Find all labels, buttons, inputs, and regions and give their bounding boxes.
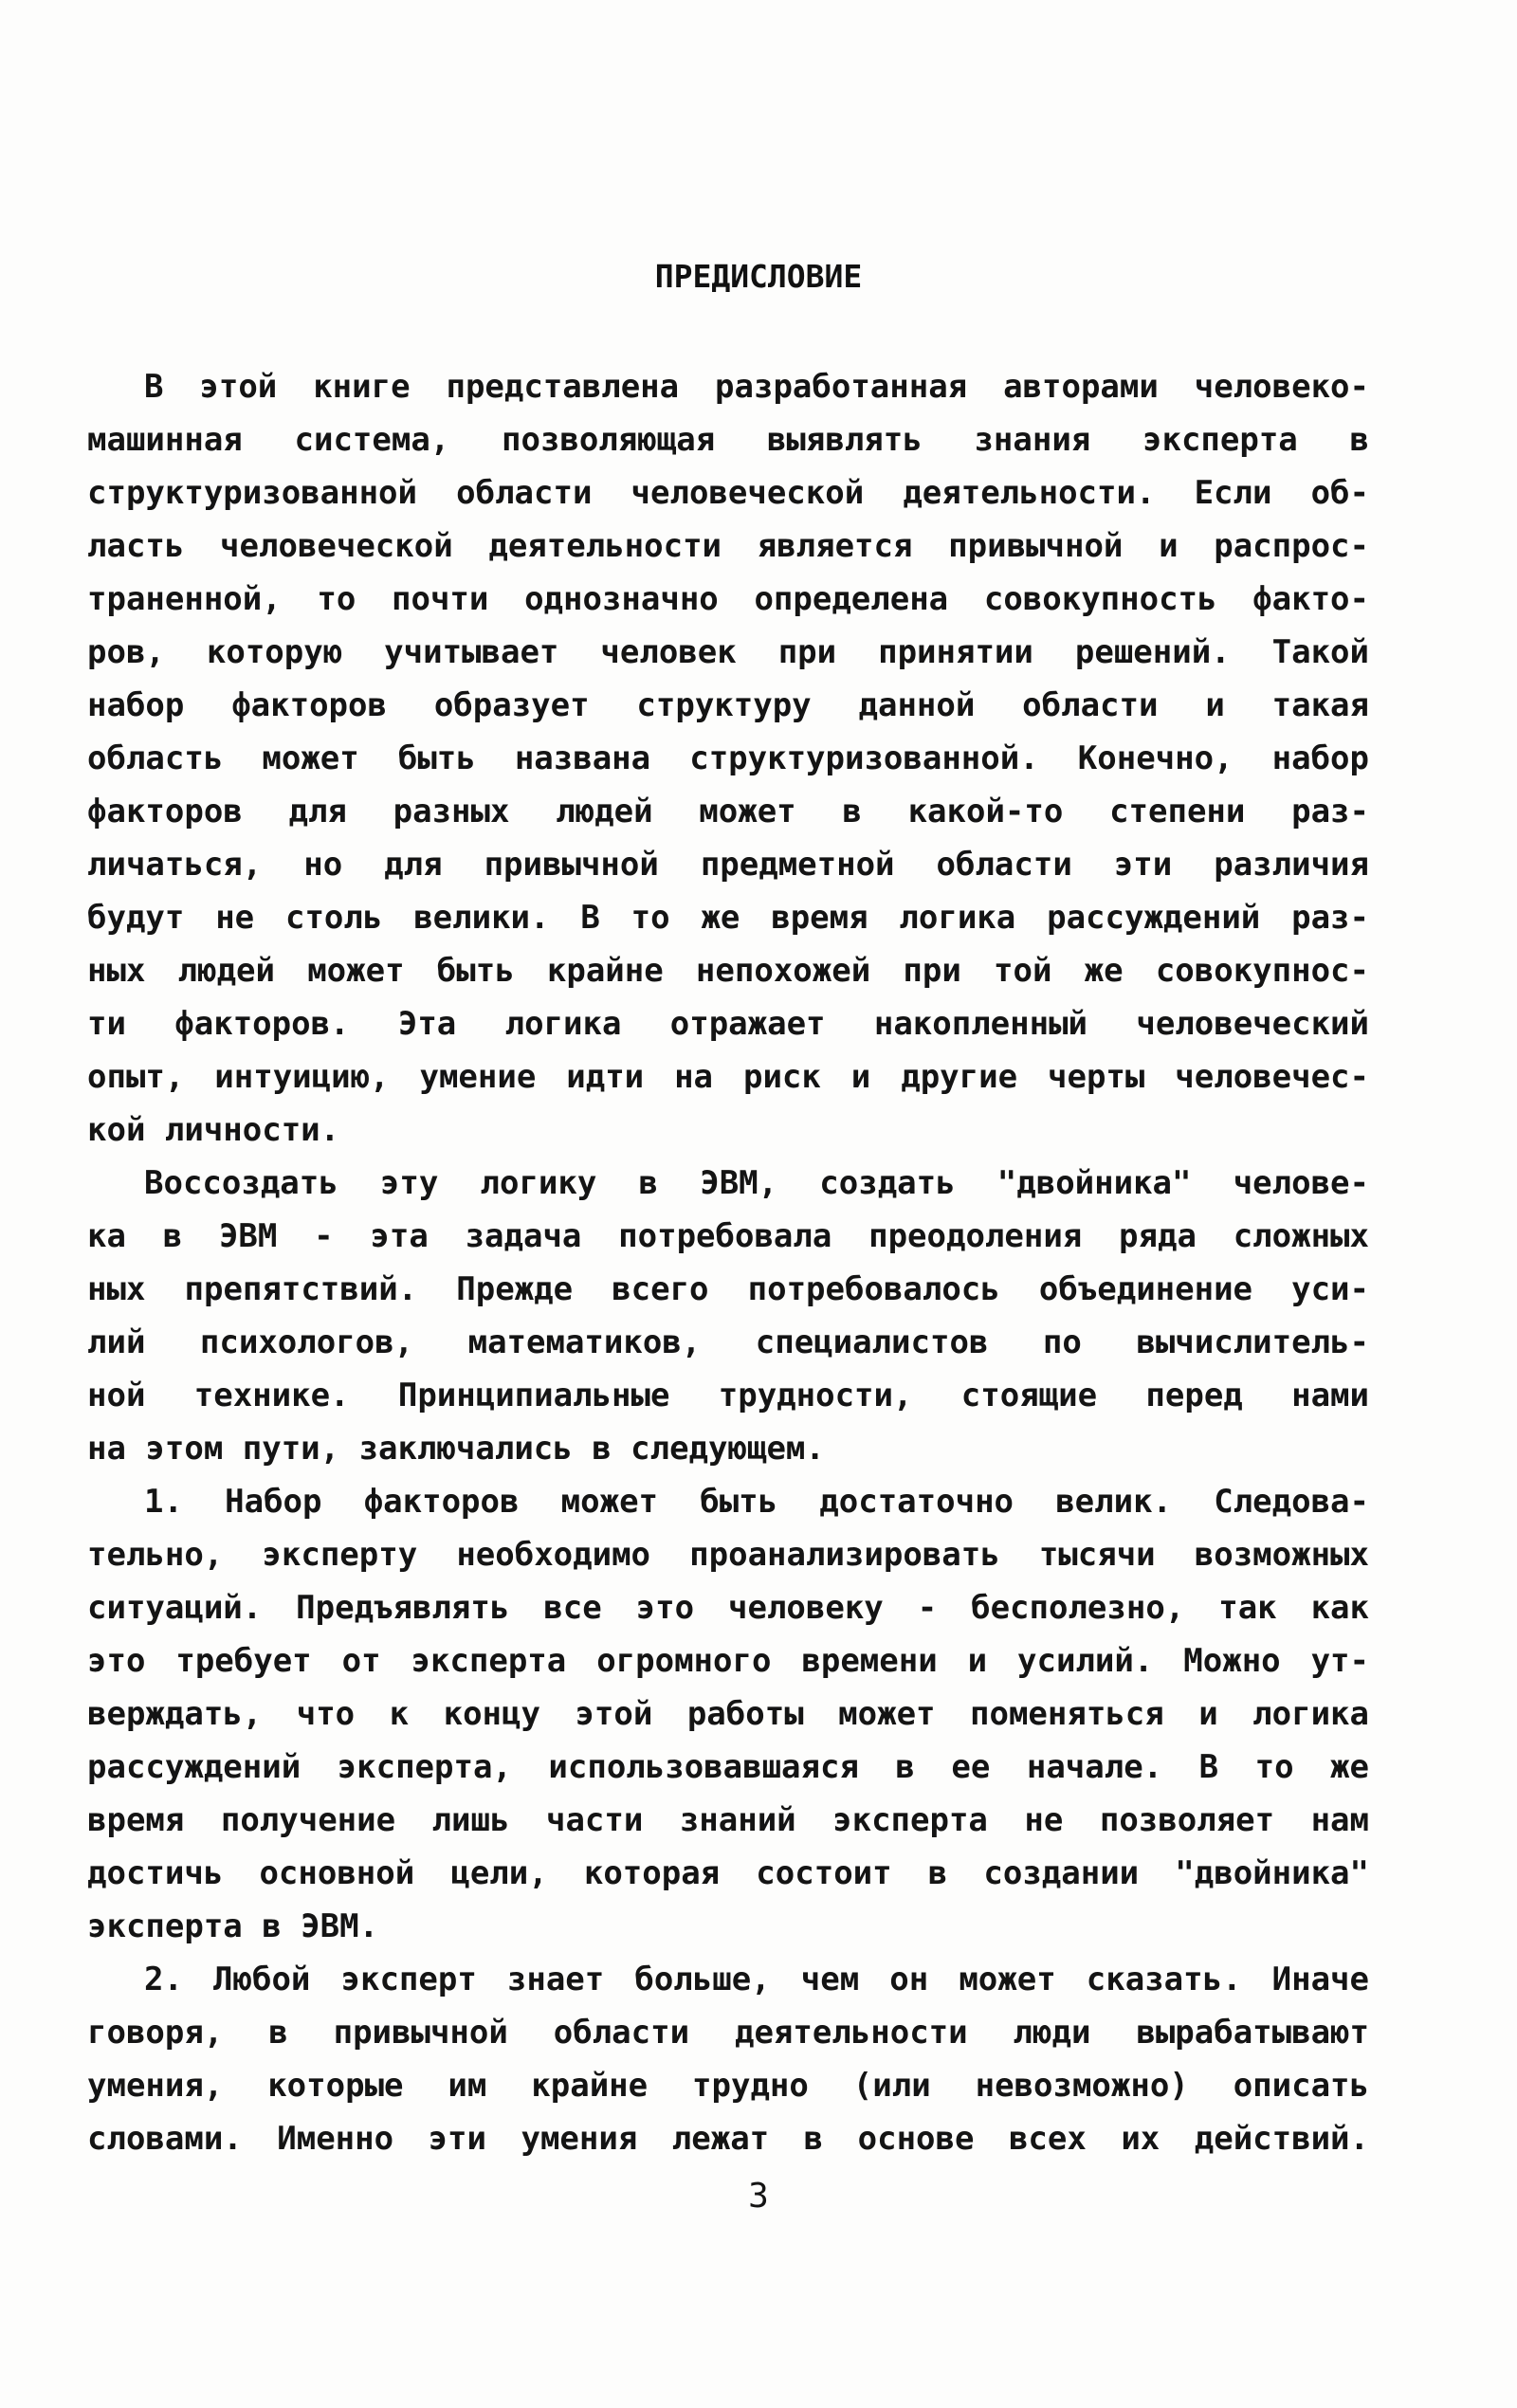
text-line: достичь основной цели, которая состоит в создании "двойника" — [87, 1854, 1369, 1892]
text-line: ной технике. Принципиальные трудности, стоящие перед нами — [87, 1377, 1369, 1414]
text-line: 1. Набор факторов может быть достаточно велик. Следова- — [144, 1483, 1369, 1521]
text-line: лий психологов, математиков, специалистов по вычислитель- — [87, 1323, 1369, 1361]
text-line: ка в ЭВМ - эта задача потребовала преодоления ряда сложных — [87, 1217, 1369, 1255]
text-line: траненной, то почти однозначно определена совокупность факто- — [87, 580, 1369, 618]
text-line: будут не столь велики. В то же время логика рассуждений раз- — [87, 899, 1369, 937]
text-line: ров, которую учитывает человек при принятии решений. Такой — [87, 633, 1369, 671]
text-line: 2. Любой эксперт знает больше, чем он может сказать. Иначе — [144, 1961, 1369, 1998]
body-text — [87, 360, 1369, 2165]
text-line: ласть человеческой деятельности является привычной и распрос- — [87, 527, 1369, 565]
text-line: на этом пути, заключались в следующем. — [87, 1430, 825, 1468]
text-line: время получение лишь части знаний эксперта не позволяет нам — [87, 1801, 1369, 1839]
text-line: эксперта в ЭВМ. — [87, 1907, 379, 1945]
text-line: личаться, но для привычной предметной области эти различия — [87, 846, 1369, 884]
text-line: это требует от эксперта огромного времени и усилий. Можно ут- — [87, 1642, 1369, 1680]
page-number: 3 — [748, 2177, 769, 2216]
text-line: ных препятствий. Прежде всего потребовалось объединение уси- — [87, 1270, 1369, 1308]
text-line: В этой книге представлена разработанная авторами человеко- — [144, 368, 1369, 406]
text-line: структуризованной области человеческой деятельности. Если об- — [87, 474, 1369, 512]
text-line: верждать, что к концу этой работы может поменяться и логика — [87, 1695, 1369, 1733]
text-line: говоря, в привычной области деятельности люди вырабатывают — [87, 2014, 1369, 2052]
text-line: машинная система, позволяющая выявлять знания эксперта в — [87, 421, 1369, 459]
text-line: рассуждений эксперта, использовавшаяся в ее начале. В то же — [87, 1748, 1369, 1786]
text-line: область может быть названа структуризованной. Конечно, набор — [87, 739, 1369, 777]
text-line: ных людей может быть крайне непохожей при той же совокупнос- — [87, 952, 1369, 990]
text-line: ситуаций. Предъявлять все это человеку - бесполезно, так как — [87, 1589, 1369, 1627]
text-line: ти факторов. Эта логика отражает накопленный человеческий — [87, 1005, 1369, 1043]
page-title: ПРЕДИСЛОВИЕ — [654, 258, 863, 295]
text-line: словами. Именно эти умения лежат в основе всех их действий. — [87, 2120, 1369, 2158]
text-line: набор факторов образует структуру данной области и такая — [87, 686, 1369, 724]
text-line: умения, которые им крайне трудно (или невозможно) описать — [87, 2067, 1369, 2105]
text-line: кой личности. — [87, 1111, 340, 1149]
text-line: опыт, интуицию, умение идти на риск и другие черты человечес- — [87, 1058, 1369, 1096]
text-line: Воссоздать эту логику в ЭВМ, создать "двойника" челове- — [144, 1164, 1369, 1202]
text-line: факторов для разных людей может в какой-то степени раз- — [87, 793, 1369, 830]
text-line: тельно, эксперту необходимо проанализировать тысячи возможных — [87, 1536, 1369, 1574]
